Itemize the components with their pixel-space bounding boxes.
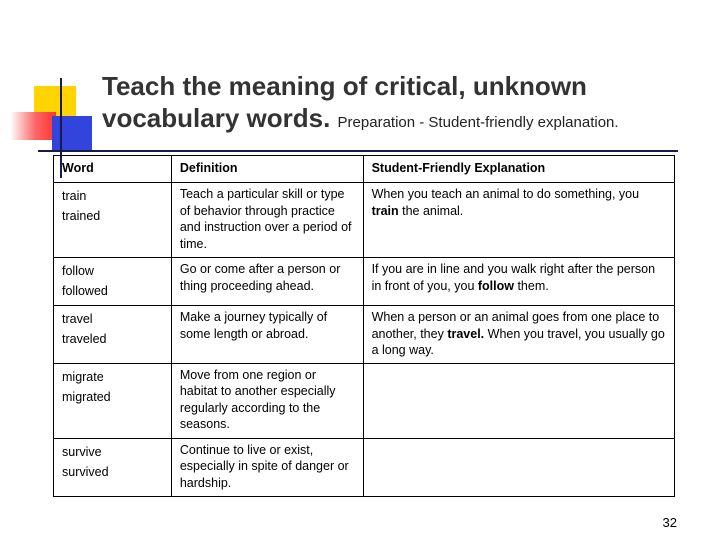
word-past: trained xyxy=(62,209,101,223)
explanation-keyword: follow xyxy=(477,278,514,293)
explanation-cell xyxy=(363,438,674,496)
slide-title-subtitle: Preparation - Student-friendly explanation. xyxy=(337,114,619,131)
header-explanation: Student-Friendly Explanation xyxy=(363,156,674,183)
word-cell xyxy=(54,306,172,364)
explanation-text-end: the animal. xyxy=(398,203,464,218)
word: survive xyxy=(62,444,102,459)
definition-cell: Move from one region or habitat to another especially regularly according to the seasons. xyxy=(171,363,363,438)
explanation-cell xyxy=(363,258,674,306)
slide-title-main: Teach the meaning of critical, unknown vocabulary words. xyxy=(102,71,587,133)
table-row xyxy=(54,183,675,258)
explanation-keyword: travel. xyxy=(447,326,485,341)
vocabulary-table xyxy=(53,155,675,497)
word: follow xyxy=(62,264,94,278)
word-past: followed xyxy=(62,284,108,298)
definition-cell: Teach a particular skill or type of behavior through practice and instruction over a period of time. xyxy=(171,183,363,258)
word-cell xyxy=(54,438,172,496)
word-past: survived xyxy=(62,464,109,479)
explanation-text-end: When you travel, you usually go a long way. xyxy=(371,326,665,357)
decorative-blue-square xyxy=(52,116,92,152)
word-cell xyxy=(54,363,172,438)
word-past: traveled xyxy=(62,332,107,346)
word-past: migrated xyxy=(62,389,111,404)
explanation-text: When a person or an animal goes from one place to another, they xyxy=(371,310,660,341)
slide-title xyxy=(102,70,712,139)
table-row xyxy=(54,363,675,438)
explanation-text: When you teach an animal to do something, you xyxy=(371,187,640,201)
table-row xyxy=(54,306,675,364)
definition-cell: Make a journey typically of some length or abroad. xyxy=(171,306,363,364)
table-header-row xyxy=(54,156,675,183)
decorative-red-bar xyxy=(10,112,56,140)
table-row xyxy=(54,438,675,496)
explanation-keyword: train xyxy=(371,203,399,218)
explanation-text-end: them. xyxy=(513,278,549,293)
definition-cell: Continue to live or exist, especially in spite of danger or hardship. xyxy=(171,438,363,496)
explanation-cell xyxy=(363,363,674,438)
explanation-text: If you are in line and you walk right after the person in front of you, you xyxy=(371,262,656,293)
word-cell xyxy=(54,258,172,306)
explanation-cell xyxy=(363,306,674,364)
decorative-horizontal-line xyxy=(38,150,678,152)
table-row xyxy=(54,258,675,306)
definition-cell: Go or come after a person or thing proceeding ahead. xyxy=(171,258,363,306)
word: train xyxy=(62,189,87,203)
explanation-cell xyxy=(363,183,674,258)
header-definition: Definition xyxy=(171,156,363,183)
word: migrate xyxy=(62,369,104,384)
header-word: Word xyxy=(54,156,172,183)
word-cell xyxy=(54,183,172,258)
word: travel xyxy=(62,312,93,326)
page-number: 32 xyxy=(662,515,677,530)
